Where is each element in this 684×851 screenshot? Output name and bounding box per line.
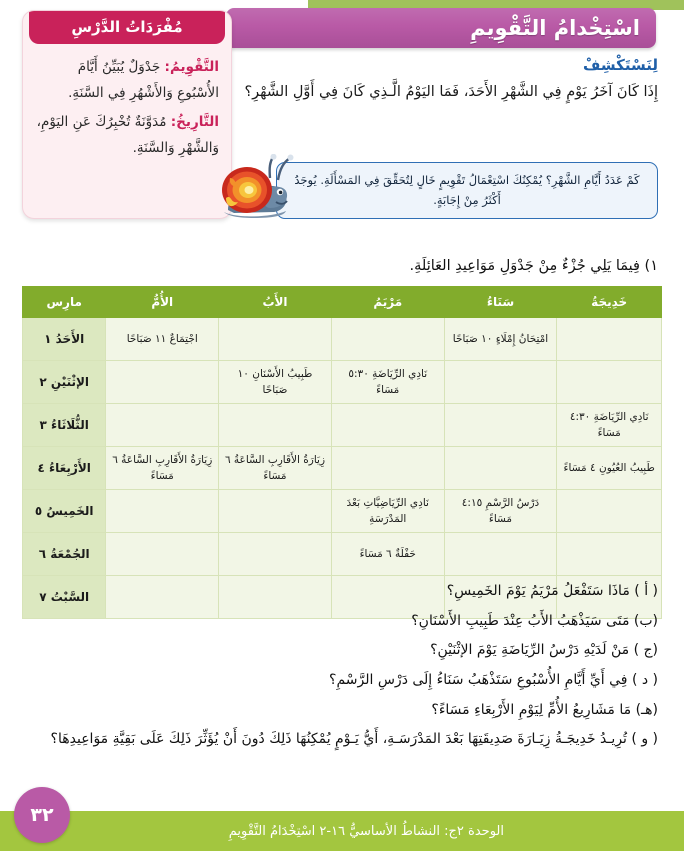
lesson-title-pill [226, 8, 656, 48]
table-header-cell: الأَبُ [219, 287, 332, 318]
question-text: مَا مَشَارِيعُ الأُمِّ لِيَوْمِ الأَرْبِعَاءِ مَسَاءً؟ [431, 701, 636, 718]
table-day-cell: الأَحَدُ ١ [23, 318, 106, 361]
table-cell [444, 404, 557, 447]
table-header-cell: مَرْيَمُ [331, 287, 444, 318]
question-label: (هـ) [635, 701, 658, 718]
question-text: مَتَى سَيَذْهَبُ الأَبُ عِنْدَ طَبِيبِ الأَسْنَانِ؟ [411, 612, 634, 629]
table-cell [557, 318, 662, 361]
table-cell [106, 404, 219, 447]
table-cell: امْتِحَانُ إِمْلَاءٍ ١٠ صَبَاحًا [444, 318, 557, 361]
table-row [23, 533, 662, 576]
table-header-cell: خَدِيجَةُ [557, 287, 662, 318]
hint-text: كَمْ عَدَدُ أَيَّامِ الشَّهْرِ؟ يُمْكِنُكَ اسْتِعْمَالُ تَقْوِيمٍ خَالٍ لِتُحَقِّقَ فِي المَسْأَلَةِ. يُوجَدُ أَكْثَرُ مِنْ إِجَابَةٍ. [294, 173, 640, 207]
table-day-cell: الأَرْبِعَاءُ ٤ [23, 447, 106, 490]
table-cell: طَبِيبُ الأَسْنَانِ ١٠ صَبَاحًا [219, 361, 332, 404]
table-cell: دَرْسُ الرَّسْمِ ٤:١٥ مَسَاءً [444, 490, 557, 533]
explore-section [226, 56, 658, 105]
vocabulary-body [23, 44, 231, 218]
vocabulary-definition: مُدَوَّنَةٌ تُخْبِرُكَ عَنِ اليَوْمِ، وَالشَّهْرِ وَالسَّنَةِ. [36, 113, 219, 156]
table-cell: اجْتِمَاعٌ ١١ صَبَاحًا [106, 318, 219, 361]
table-cell [219, 533, 332, 576]
table-cell [444, 447, 557, 490]
questions-list [26, 580, 658, 758]
question-item [26, 580, 658, 603]
explore-text: إِذَا كَانَ آخَرُ يَوْمٍ فِي الشَّهْرِ الأَحَدَ، فَمَا اليَوْمُ الَّـذِي كَانَ فِي أَوَّلِ الشَّهْرِ؟ [244, 84, 658, 100]
table-cell [557, 533, 662, 576]
activity-intro: ١) فِيمَا يَلِي جُزْءٌ مِنْ جَدْوَلِ مَوَاعِيدِ العَائِلَةِ. [409, 258, 658, 274]
table-cell: حَفْلَةٌ ٦ مَسَاءً [331, 533, 444, 576]
table-cell: نَادِي الرِّيَاضَةِ ٤:٣٠ مَسَاءً [557, 404, 662, 447]
table-row [23, 404, 662, 447]
question-label: ( أ ) [634, 583, 658, 599]
question-text: تُرِيـدُ خَدِيجَـةُ زِيَـارَةَ صَدِيقَتِهَا بَعْدَ المَدْرَسَـةِ، أَيُّ يَـوْمٍ يُمْكِنُهَا ذَلِكَ دُونَ أَنْ يُؤَثِّرَ ذَلِكَ عَلَى بَقِيَّةِ مَوَاعِيدِهَا؟ [50, 731, 632, 748]
vocabulary-card [22, 10, 232, 219]
table-cell [444, 361, 557, 404]
question-item [26, 699, 658, 722]
table-row [23, 447, 662, 490]
vocabulary-term: التَّقْوِيمُ: [164, 59, 219, 75]
table-row [23, 490, 662, 533]
table-cell [331, 318, 444, 361]
lesson-title-bar [226, 8, 656, 48]
question-item [26, 728, 658, 751]
table-cell [219, 490, 332, 533]
hint-callout [276, 162, 658, 219]
table-header-cell: مارِس [23, 287, 106, 318]
table-cell: زِيَارَةُ الأَقَارِبِ السَّاعَةُ ٦ مَسَاءً [106, 447, 219, 490]
page-number-badge: ٣٢ [14, 787, 70, 843]
question-item [26, 669, 658, 692]
table-cell [331, 447, 444, 490]
vocabulary-entry [35, 54, 219, 107]
vocabulary-heading: مُفْرَدَاتُ الدَّرْسِ [29, 11, 225, 44]
question-text: فِي أَيِّ أَيَّامِ الأُسْبُوعِ سَتَذْهَبُ سَنَاءُ إِلَى دَرْسِ الرَّسْمِ؟ [329, 672, 632, 689]
page-title: اسْتِخْدامُ التَّقْوِيمِ [470, 16, 640, 40]
table-cell [106, 361, 219, 404]
table-header-row [23, 287, 662, 318]
explore-heading: لِنَسْتَكْشِفْ [583, 56, 658, 74]
table-cell [557, 490, 662, 533]
page-footer [0, 804, 684, 851]
table-cell [219, 318, 332, 361]
table-day-cell: الجُمْعَةُ ٦ [23, 533, 106, 576]
question-item [26, 610, 658, 633]
question-label: (ج ) [633, 642, 658, 659]
vocabulary-definition: جَدْوَلٌ يُبَيِّنُ أَيَّامَ الأُسْبُوعِ وَالأَشْهُرِ فِي السَّنَةِ. [68, 59, 219, 102]
hint-callout-row [226, 158, 658, 222]
table-cell: زِيَارَةُ الأَقَارِبِ السَّاعَةُ ٦ مَسَاءً [219, 447, 332, 490]
footer-text: الوحدة ٢ج: النشاطُ الأساسيُّ ١٦-٢ اسْتِخْدَامُ التَّقْوِيمِ [228, 823, 504, 839]
vocabulary-term: التَّارِيخُ: [170, 113, 219, 130]
table-day-cell: الإثْنَيْنِ ٢ [23, 361, 106, 404]
family-schedule-table [22, 286, 662, 619]
table-cell [219, 404, 332, 447]
table-cell [444, 533, 557, 576]
table-row [23, 361, 662, 404]
table-cell [557, 361, 662, 404]
table-header-cell: الأُمُّ [106, 287, 219, 318]
table-cell [106, 490, 219, 533]
table-body [23, 318, 662, 619]
question-label: (ب) [633, 612, 658, 629]
snail-icon [220, 154, 298, 224]
table-day-cell: الثُّلَاثَاءُ ٣ [23, 404, 106, 447]
table-row [23, 318, 662, 361]
question-text: مَاذَا سَتَفْعَلُ مَرْيَمُ يَوْمَ الخَمِيسِ؟ [446, 583, 635, 599]
table-cell: طَبِيبُ العُيُونِ ٤ مَسَاءً [557, 447, 662, 490]
table-header-cell: سَنَاءُ [444, 287, 557, 318]
question-label: ( د ) [631, 672, 658, 689]
table-day-cell: السَّبْتُ ٧ [23, 576, 106, 619]
question-label: ( و ) [631, 731, 658, 748]
vocabulary-entry [35, 109, 219, 162]
table-cell [331, 404, 444, 447]
question-item [26, 639, 658, 662]
question-text: مَنْ لَدَيْهِ دَرْسُ الرِّيَاضَةِ يَوْمَ الإثْنَيْنِ؟ [430, 642, 634, 659]
table-day-cell: الخَمِيسُ ٥ [23, 490, 106, 533]
table-cell: نَادِي الرِّيَاضَةِ ٥:٣٠ مَسَاءً [331, 361, 444, 404]
table-cell: نَادِي الرِّيَاضِيَّاتِ بَعْدَ المَدْرَسَةِ [331, 490, 444, 533]
table-cell [106, 533, 219, 576]
